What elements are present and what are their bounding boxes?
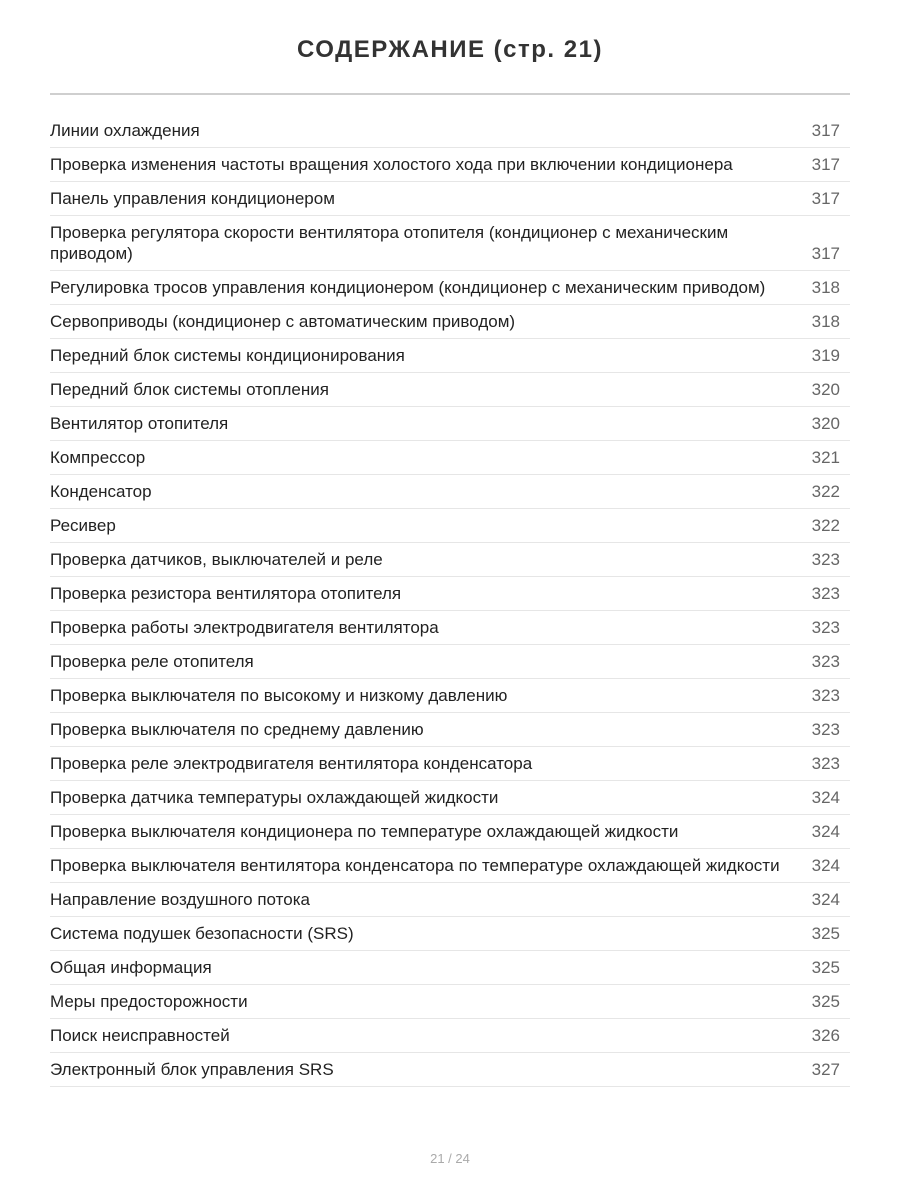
page-title: СОДЕРЖАНИЕ (стр. 21) [297, 36, 603, 63]
toc-entry[interactable] [50, 114, 850, 148]
toc-entry-title: Меры предосторожности [50, 992, 248, 1011]
toc-entry[interactable] [50, 645, 850, 679]
toc-entry-page-number: 323 [811, 652, 840, 671]
page-number-footer: 21 / 24 [430, 1151, 470, 1166]
toc-entry-page-number: 318 [811, 312, 840, 331]
toc-entry[interactable] [50, 339, 850, 373]
toc-entry-title: Проверка резистора вентилятора отопителя [50, 584, 402, 603]
toc-entry-title: Проверка выключателя по среднему давлению [50, 720, 424, 739]
toc-entry[interactable] [50, 917, 850, 951]
toc-entry[interactable] [50, 216, 850, 271]
toc-entry-title: Вентилятор отопителя [50, 414, 229, 433]
toc-entry-page-number: 323 [811, 720, 840, 739]
toc-entry-page-number: 324 [811, 822, 840, 841]
toc-entry-page-number: 319 [811, 346, 840, 365]
toc-entry[interactable] [50, 271, 850, 305]
toc-entry-title: Общая информация [50, 958, 212, 977]
toc-entry-page-number: 318 [811, 278, 840, 297]
toc-entry-title: Проверка выключателя по высокому и низкому давлению [50, 686, 508, 705]
toc-entry-page-number: 327 [811, 1060, 840, 1079]
toc-entry-page-number: 325 [811, 958, 840, 977]
toc-entry-page-number: 322 [811, 482, 840, 501]
toc-entry-page-number: 323 [811, 618, 840, 637]
toc-entry-page-number: 324 [811, 856, 840, 875]
toc-entry-page-number: 317 [811, 189, 840, 208]
toc-entry-title: Проверка реле отопителя [50, 652, 254, 671]
toc-entry-title: Панель управления кондиционером [50, 189, 335, 208]
toc-entry[interactable] [50, 407, 850, 441]
toc-entry-page-number: 324 [811, 890, 840, 909]
toc-entry[interactable] [50, 1053, 850, 1087]
toc-entry[interactable] [50, 611, 850, 645]
toc-entry-title: Проверка датчиков, выключателей и реле [50, 550, 383, 569]
toc-entry[interactable] [50, 747, 850, 781]
toc-entry-title: Передний блок системы кондиционирования [50, 346, 405, 365]
toc-entry[interactable] [50, 182, 850, 216]
toc-entry[interactable] [50, 148, 850, 182]
toc-entry-title: Проверка регулятора скорости вентилятора отопителя (кондиционер с механическим приводом) [50, 223, 729, 263]
toc-entry[interactable] [50, 849, 850, 883]
toc-entry-title: Компрессор [50, 448, 146, 467]
toc-entry-title: Проверка работы электродвигателя вентилятора [50, 618, 439, 637]
toc-entry-page-number: 323 [811, 550, 840, 569]
toc-entry-title: Поиск неисправностей [50, 1026, 230, 1045]
toc-entry-title: Проверка выключателя кондиционера по температуре охлаждающей жидкости [50, 822, 679, 841]
toc-entry-title: Направление воздушного потока [50, 890, 310, 909]
toc-entry[interactable] [50, 679, 850, 713]
toc-entry-title: Линии охлаждения [50, 121, 200, 140]
toc-entry-page-number: 323 [811, 584, 840, 603]
toc-entry[interactable] [50, 985, 850, 1019]
toc-entry-title: Регулировка тросов управления кондиционером (кондиционер с механическим приводом) [50, 278, 766, 297]
toc-entry-title: Проверка реле электродвигателя вентилятора конденсатора [50, 754, 533, 773]
toc-entry-page-number: 323 [811, 754, 840, 773]
toc-entry[interactable] [50, 577, 850, 611]
toc-entry-title: Проверка изменения частоты вращения холостого хода при включении кондиционера [50, 155, 733, 174]
toc-entry[interactable] [50, 441, 850, 475]
toc-entry-title: Передний блок системы отопления [50, 380, 329, 399]
toc-entry-page-number: 317 [811, 121, 840, 140]
toc-entry-page-number: 321 [811, 448, 840, 467]
toc-entry-title: Конденсатор [50, 482, 152, 501]
toc-entry-title: Сервоприводы (кондиционер с автоматическим приводом) [50, 312, 516, 331]
toc-entry[interactable] [50, 509, 850, 543]
toc-entry[interactable] [50, 305, 850, 339]
toc-entry-page-number: 326 [811, 1026, 840, 1045]
toc-entry-title: Система подушек безопасности (SRS) [50, 924, 354, 943]
toc-entry[interactable] [50, 373, 850, 407]
toc-entry[interactable] [50, 781, 850, 815]
toc-entry-title: Электронный блок управления SRS [50, 1060, 334, 1079]
toc-entry[interactable] [50, 1019, 850, 1053]
table-of-contents [50, 114, 850, 1087]
toc-entry-page-number: 322 [811, 516, 840, 535]
toc-entry-page-number: 325 [811, 924, 840, 943]
toc-entry[interactable] [50, 815, 850, 849]
toc-entry[interactable] [50, 883, 850, 917]
toc-entry-title: Ресивер [50, 516, 116, 535]
toc-entry-page-number: 320 [811, 380, 840, 399]
toc-entry[interactable] [50, 951, 850, 985]
toc-entry-page-number: 317 [811, 244, 840, 263]
toc-entry[interactable] [50, 543, 850, 577]
toc-entry-page-number: 325 [811, 992, 840, 1011]
title-divider [50, 93, 850, 95]
toc-entry-title: Проверка датчика температуры охлаждающей жидкости [50, 788, 499, 807]
toc-entry[interactable] [50, 475, 850, 509]
toc-entry-title: Проверка выключателя вентилятора конденсатора по температуре охлаждающей жидкости [50, 856, 780, 875]
toc-entry-page-number: 320 [811, 414, 840, 433]
toc-entry[interactable] [50, 713, 850, 747]
toc-entry-page-number: 323 [811, 686, 840, 705]
toc-entry-page-number: 317 [811, 155, 840, 174]
toc-entry-page-number: 324 [811, 788, 840, 807]
